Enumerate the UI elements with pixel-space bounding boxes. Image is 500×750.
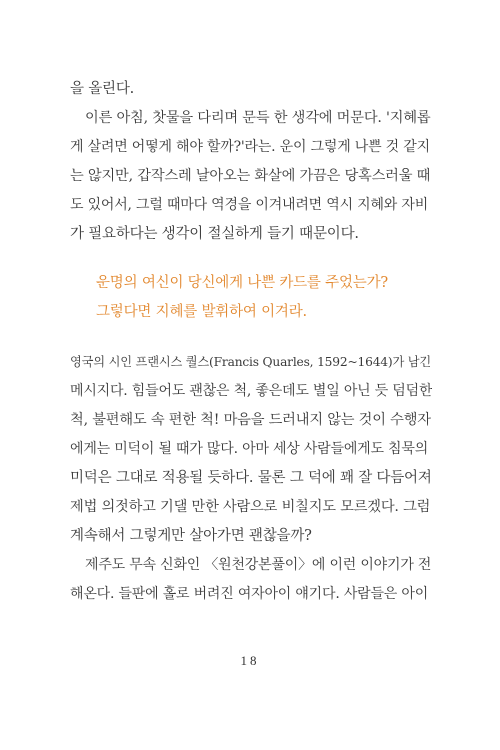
paragraph-1-line-2: 이른 아침, 찻물을 다리며 문득 한 생각에 머문다. '지혜롭 xyxy=(85,110,431,126)
paragraph-1-line-6: 가 필요하다는 생각이 절실하게 들기 때문이다. xyxy=(70,226,359,242)
paragraph-1-line-4: 는 않지만, 갑작스레 날아오는 화살에 가끔은 당혹스러울 때 xyxy=(70,168,431,184)
paragraph-2-line-5: 미덕은 그대로 적용될 듯하다. 물론 그 덕에 꽤 잘 다듬어져 xyxy=(70,470,432,486)
paragraph-2-line-3: 척, 불편해도 속 편한 척! 마음을 드러내지 않는 것이 수행자 xyxy=(70,412,431,428)
paragraph-1-line-3: 게 살려면 어떻게 해야 할까?'라는. 운이 그렇게 나쁜 것 같지 xyxy=(70,139,430,155)
paragraph-3-line-1: 제주도 무속 신화인 〈원천강본풀이〉에 이런 이야기가 전 xyxy=(85,557,432,573)
paragraph-2-line-2: 메시지다. 힘들어도 괜찮은 척, 좋은데도 별일 아닌 듯 덤덤한 xyxy=(70,383,432,399)
paragraph-2-line-7: 계속해서 그렇게만 살아가면 괜찮을까? xyxy=(70,528,312,544)
paragraph-2-line-4: 에게는 미덕이 될 때가 많다. 아마 세상 사람들에게도 침묵의 xyxy=(70,441,429,457)
quote-line-1: 운명의 여신이 당신에게 나쁜 카드를 주었는가? xyxy=(96,275,388,291)
page-number: 18 xyxy=(240,653,260,668)
paragraph-3-line-2: 해온다. 들판에 홀로 버려진 여자아이 얘기다. 사람들은 아이 xyxy=(70,586,429,602)
quote-line-2: 그렇다면 지혜를 발휘하여 이겨라. xyxy=(96,304,307,320)
paragraph-2-line-6: 제법 의젓하고 기댈 만한 사람으로 비칠지도 모르겠다. 그럼 xyxy=(70,499,431,515)
paragraph-1-line-1: 을 올린다. xyxy=(70,81,135,97)
paragraph-1-line-5: 도 있어서, 그럴 때마다 역경을 이겨내려면 역시 지혜와 자비 xyxy=(70,197,429,213)
paragraph-2-line-1: 영국의 시인 프랜시스 퀄스(Francis Quarles, 1592~1644)가 남긴 xyxy=(70,355,432,369)
